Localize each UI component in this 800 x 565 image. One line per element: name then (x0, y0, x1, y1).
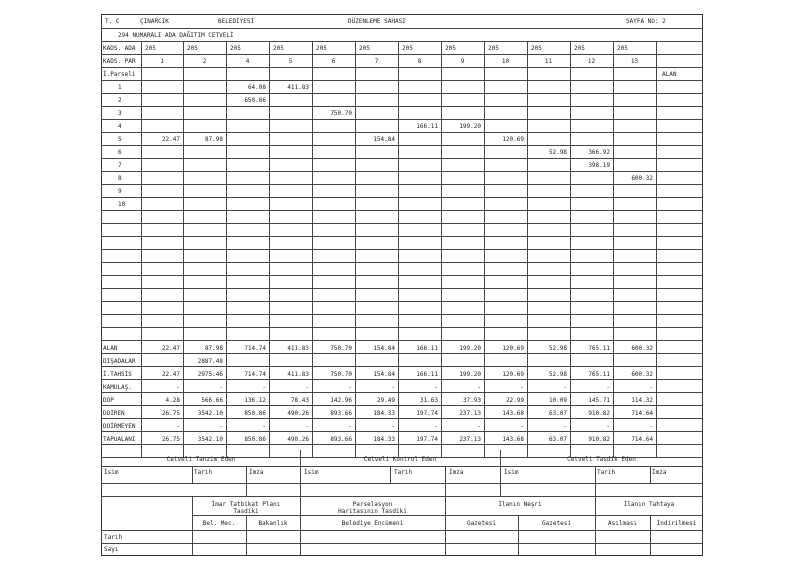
label-alan-column: ALAN (662, 71, 677, 78)
parcel-value: 154.84 (373, 136, 395, 143)
parcel-row-number: 10 (118, 201, 126, 208)
total-dop-girmeyen: - (606, 423, 610, 430)
footer-ilanin-nesri: İlanın Neşri (498, 501, 542, 508)
grid-line (355, 41, 356, 457)
footer-cetveli-kontrol: Cetveli Kontrol Eden (363, 456, 437, 463)
parcel-value: 199.20 (459, 123, 481, 130)
grid-line (101, 483, 703, 484)
grid-line (246, 466, 247, 496)
total-tapualani: 184.33 (373, 436, 395, 443)
total-dop-girmeyen: - (391, 423, 395, 430)
total-dop-giren: 237.13 (459, 410, 481, 417)
footer-bakanlik: Bakanlık (258, 520, 288, 527)
total-itahsis: 166.11 (416, 371, 438, 378)
grid-line (613, 41, 614, 457)
parcel-column-number: 6 (331, 58, 336, 65)
grid-line (650, 466, 651, 483)
parcel-column-number: 12 (587, 58, 596, 65)
parcel-column-number: 11 (544, 58, 553, 65)
total-dop-giren: 910.82 (588, 410, 610, 417)
parcel-value: 600.32 (631, 175, 653, 182)
label-dop-girmeyen: DOİRMEYEN (103, 423, 136, 430)
parcel-column-number: 10 (501, 58, 510, 65)
total-dop: 145.71 (588, 397, 610, 404)
ada-number: 205 (574, 45, 585, 52)
parcel-row-number: 1 (118, 84, 122, 91)
total-alan: 154.84 (373, 345, 395, 352)
parcel-value: 750.70 (330, 110, 352, 117)
label-dop-giren: DOİREN (103, 410, 125, 417)
total-tapualani: 490.26 (287, 436, 309, 443)
total-tapualani: 714.64 (631, 436, 653, 443)
parcel-row-number: 4 (118, 123, 122, 130)
total-dop-giren: 63.07 (548, 410, 567, 417)
grid-line (101, 28, 703, 29)
total-itahsis: 154.84 (373, 371, 395, 378)
total-dop-girmeyen: - (434, 423, 438, 430)
ada-number: 205 (531, 45, 542, 52)
parcel-row-number: 5 (118, 136, 122, 143)
total-tapualani: 3542.10 (197, 436, 223, 443)
total-dop: 22.99 (505, 397, 524, 404)
parcel-value: 650.66 (244, 97, 266, 104)
total-tapualani: 197.74 (416, 436, 438, 443)
footer-isim-3: İsim (504, 469, 519, 476)
label-iparseli: İ.Parseli (103, 71, 136, 78)
label-dop: DOP (103, 397, 114, 404)
footer-ilanin-tahtaya: İlanın Tahtaya (623, 501, 675, 508)
parcel-column-number: 2 (202, 58, 207, 65)
total-alan: 87.98 (204, 345, 223, 352)
footer-cetveli-tanzim: Cetveli Tanzim Eden (166, 456, 236, 463)
ada-number: 205 (273, 45, 284, 52)
footer-tarih-2: Tarih (394, 469, 413, 476)
label-alan: ALAN (103, 345, 118, 352)
ada-number: 205 (402, 45, 413, 52)
total-dop-girmeyen: - (262, 423, 266, 430)
footer-parselasyon: Parselasyon (352, 501, 393, 508)
total-dop-girmeyen: - (348, 423, 352, 430)
total-dop-girmeyen: - (520, 423, 524, 430)
header-area: DÜZENLEME SAHASI (348, 18, 406, 25)
parcel-value: 398.19 (588, 162, 610, 169)
total-itahsis: 750.70 (330, 371, 352, 378)
parcel-value: 87.98 (204, 136, 223, 143)
grid-line (269, 41, 270, 457)
total-alan: 120.69 (502, 345, 524, 352)
total-tapualani: 143.68 (502, 436, 524, 443)
total-dop-giren: 197.74 (416, 410, 438, 417)
label-kads-ada: KADS. ADA (103, 45, 136, 52)
total-tapualani: 893.66 (330, 436, 352, 443)
total-dop: 142.96 (330, 397, 352, 404)
total-itahsis: 714.74 (244, 371, 266, 378)
parcel-row-number: 3 (118, 110, 122, 117)
label-itahsis: İ.TAHSİS (103, 371, 132, 378)
footer-gazetesi-1: Gazetesi (467, 520, 496, 527)
total-dop-giren: 893.66 (330, 410, 352, 417)
total-kamulas: - (563, 384, 567, 391)
total-dop-giren: 850.86 (244, 410, 266, 417)
total-dop: 114.32 (631, 397, 653, 404)
parcel-column-number: 7 (374, 58, 379, 65)
total-kamulas: - (434, 384, 438, 391)
total-kamulas: - (305, 384, 309, 391)
parcel-value: 366.92 (588, 149, 610, 156)
total-dop: 29.49 (376, 397, 395, 404)
footer-bel-mec: Bel. Mec. (202, 520, 236, 527)
ada-number: 205 (445, 45, 456, 52)
grid-line (398, 41, 399, 457)
total-alan: 166.11 (416, 345, 438, 352)
label-kamulas: KAMULAŞ. (103, 384, 132, 391)
grid-line (312, 41, 313, 457)
total-alan: 52.98 (548, 345, 567, 352)
header-town: ÇINARCIK (140, 18, 169, 25)
parcel-value: 64.08 (247, 84, 266, 91)
total-itahsis: 199.20 (459, 371, 481, 378)
total-dop-girmeyen: - (219, 423, 223, 430)
total-tapualani: 26.75 (161, 436, 180, 443)
footer-asilmasi: Asılması (608, 520, 637, 527)
parcel-row-number: 6 (118, 149, 122, 156)
total-dop: 31.63 (419, 397, 438, 404)
parcel-column-number: 13 (630, 58, 639, 65)
parcel-value: 411.83 (287, 84, 309, 91)
ada-number: 205 (230, 45, 241, 52)
grid-line (390, 466, 391, 483)
total-kamulas: - (176, 384, 180, 391)
total-itahsis: 120.69 (502, 371, 524, 378)
header-page-number: SAYFA NO: 2 (626, 18, 666, 25)
parcel-row-number: 7 (118, 162, 122, 169)
total-dop-giren: 714.64 (631, 410, 653, 417)
grid-line (656, 41, 657, 457)
parcel-value: 120.69 (502, 136, 524, 143)
total-tapualani: 63.07 (548, 436, 567, 443)
ada-number: 205 (488, 45, 499, 52)
footer-imar-tasdiki: Tasdiki (233, 508, 259, 515)
parcel-column-number: 1 (160, 58, 164, 65)
parcel-value: 52.98 (548, 149, 567, 156)
label-diskadalar: DIŞADALAR (103, 358, 136, 365)
total-alan: 411.83 (287, 345, 309, 352)
parcel-row-number: 2 (118, 97, 122, 104)
total-kamulas: - (606, 384, 610, 391)
parcel-row-number: 9 (118, 188, 122, 195)
total-dop-giren: 3542.10 (197, 410, 223, 417)
total-dop-girmeyen: - (649, 423, 653, 430)
footer-tarih-row: Tarih (104, 534, 123, 541)
parcel-value: 166.11 (416, 123, 438, 130)
footer-imza-2: İmza (449, 469, 464, 476)
parcel-column-number: 4 (245, 58, 250, 65)
grid-line (484, 41, 485, 457)
total-kamulas: - (649, 384, 653, 391)
total-kamulas: - (477, 384, 481, 391)
grid-line (192, 466, 193, 483)
total-tapualani: 910.82 (588, 436, 610, 443)
total-itahsis: 411.83 (287, 371, 309, 378)
footer-belediye-encumeni: Belediye Encümeni (341, 520, 404, 527)
total-dop-girmeyen: - (176, 423, 180, 430)
total-dop: 4.28 (165, 397, 180, 404)
ada-number: 205 (617, 45, 628, 52)
total-kamulas: - (219, 384, 223, 391)
footer-gazetesi-2: Gazetesi (542, 520, 571, 527)
total-itahsis: 600.32 (631, 371, 653, 378)
total-kamulas: - (262, 384, 266, 391)
total-dop-giren: 184.33 (373, 410, 395, 417)
total-dop-girmeyen: - (477, 423, 481, 430)
total-alan: 765.11 (588, 345, 610, 352)
footer-imar-tatbikat: İmar Tatbikat Planı (211, 501, 281, 508)
grid-line (445, 466, 446, 496)
header-tc: T. C (105, 18, 120, 25)
total-alan: 600.32 (631, 345, 653, 352)
parcel-column-number: 9 (460, 58, 465, 65)
parcel-row-number: 8 (118, 175, 122, 182)
ada-number: 205 (359, 45, 370, 52)
footer-imza-1: İmza (249, 469, 264, 476)
total-dop-giren: 490.26 (287, 410, 309, 417)
total-dop-girmeyen: - (305, 423, 309, 430)
grid-line (527, 41, 528, 457)
total-itahsis: 2975.46 (197, 371, 223, 378)
total-dop: 136.12 (244, 397, 266, 404)
total-dop: 566.66 (201, 397, 223, 404)
total-tapualani: 237.13 (459, 436, 481, 443)
label-kads-par: KADS. PAR (103, 58, 136, 65)
total-kamulas: - (520, 384, 524, 391)
document-subtitle: 294 NUMARALI ADA DAĞITIM CETVELİ (118, 32, 234, 39)
header-municipality: BELEDİYESİ (218, 18, 255, 25)
total-dop: 37.93 (462, 397, 481, 404)
total-kamulas: - (348, 384, 352, 391)
grid-line (192, 515, 703, 516)
total-alan: 750.70 (330, 345, 352, 352)
total-diskadalar: 2887.48 (197, 358, 223, 365)
grid-line (595, 466, 596, 556)
grid-line (141, 41, 142, 457)
total-dop-giren: 26.75 (161, 410, 180, 417)
total-dop: 78.43 (290, 397, 309, 404)
total-dop: 10.09 (548, 397, 567, 404)
total-alan: 199.20 (459, 345, 481, 352)
grid-line (500, 466, 501, 496)
parcel-column-number: 8 (417, 58, 422, 65)
total-itahsis: 52.98 (548, 371, 567, 378)
ada-number: 205 (145, 45, 156, 52)
grid-line (570, 41, 571, 457)
total-itahsis: 765.11 (588, 371, 610, 378)
ada-number: 205 (316, 45, 327, 52)
grid-line (183, 41, 184, 457)
footer-imza-3: İmza (652, 469, 667, 476)
footer-cetveli-tasdik: Cetveli Tasdik Eden (567, 456, 636, 463)
total-alan: 22.47 (161, 345, 180, 352)
footer-isim-2: İsim (304, 469, 319, 476)
total-itahsis: 22.47 (161, 371, 180, 378)
footer-tarih-3: Tarih (597, 469, 616, 476)
footer-isim-1: İsim (104, 469, 119, 476)
total-dop-girmeyen: - (563, 423, 567, 430)
footer-indirilmesi: İndirilmesi (656, 520, 697, 527)
footer-haritasinin-tasdiki: Haritasının Tasdiki (338, 508, 407, 515)
footer-tarih-1: Tarih (194, 469, 213, 476)
footer-sayi-row: Sayı (104, 546, 119, 553)
label-tapualani: TAPUALANI (103, 436, 136, 443)
total-dop-giren: 143.68 (502, 410, 524, 417)
parcel-value: 22.47 (161, 136, 180, 143)
total-alan: 714.74 (244, 345, 266, 352)
total-tapualani: 850.86 (244, 436, 266, 443)
total-kamulas: - (391, 384, 395, 391)
ada-number: 205 (187, 45, 198, 52)
parcel-column-number: 5 (288, 58, 293, 65)
grid-line (441, 41, 442, 457)
